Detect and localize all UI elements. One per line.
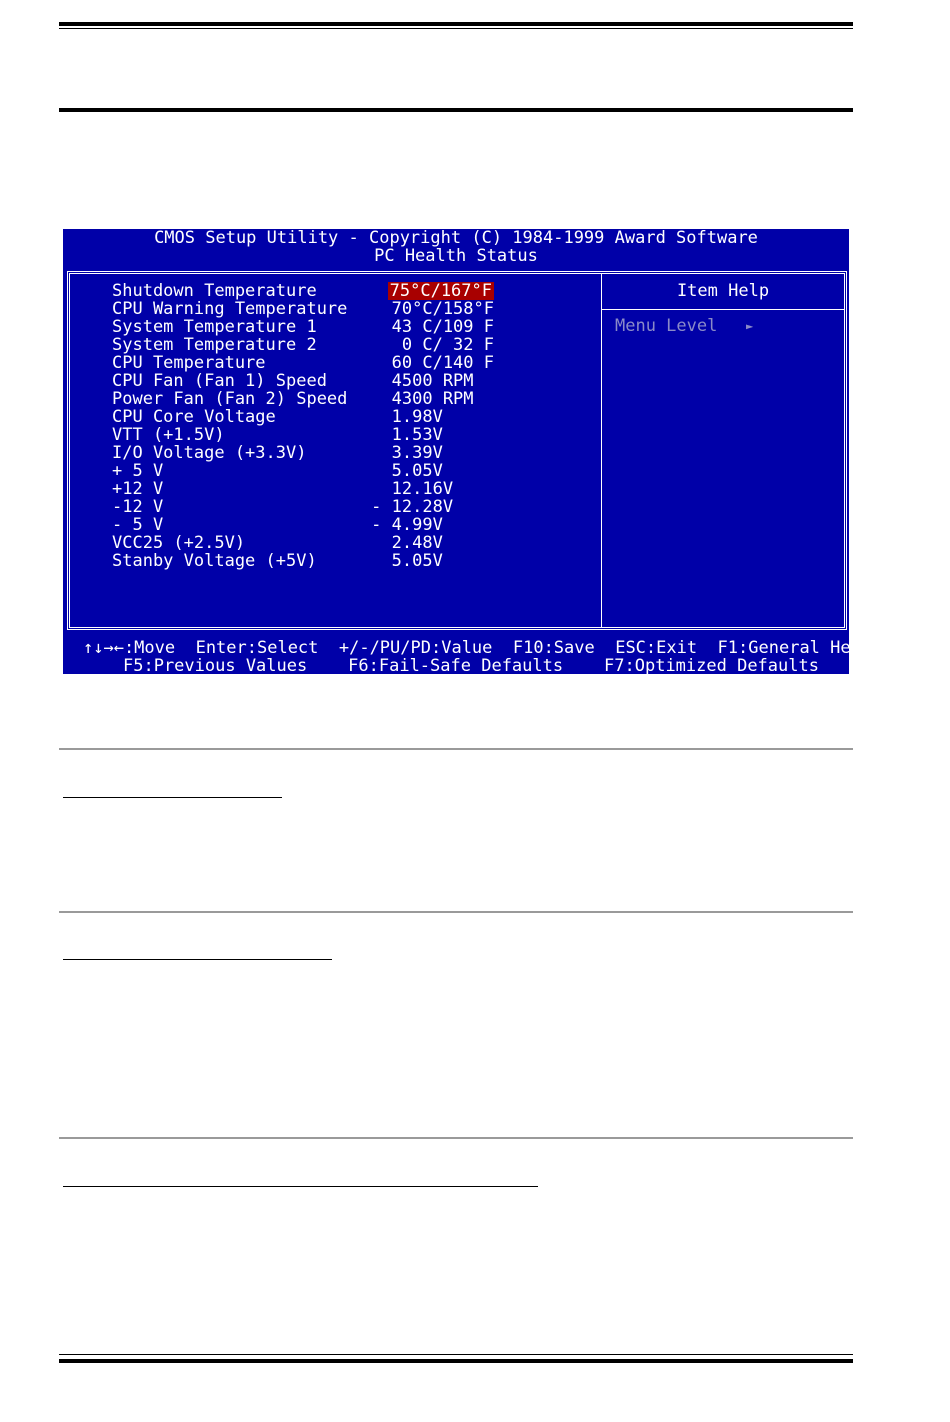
status-label: +12 V — [112, 479, 164, 499]
status-label: CPU Core Voltage — [112, 407, 276, 427]
status-row-cpu-core-voltage — [70, 408, 601, 426]
status-label: Power Fan (Fan 2) Speed — [112, 389, 348, 409]
status-value: 2.48V — [391, 533, 494, 553]
key-help-line-2: F5:Previous Values F6:Fail-Safe Defaults F7:Optimized Defaults — [123, 656, 819, 676]
bios-title-copyright: CMOS Setup Utility - Copyright (C) 1984-1999 Award Software — [154, 228, 758, 248]
status-row-plus5v — [70, 462, 601, 480]
bottom-rule-thin — [59, 1354, 853, 1355]
status-label: VTT (+1.5V) — [112, 425, 225, 445]
status-value: 1.53V — [391, 425, 494, 445]
header-bottom-rule — [59, 108, 853, 112]
status-label: CPU Fan (Fan 1) Speed — [112, 371, 327, 391]
status-label: System Temperature 1 — [112, 317, 317, 337]
status-value: 3.39V — [391, 443, 494, 463]
status-row-vtt — [70, 426, 601, 444]
bottom-rule-thick — [59, 1359, 853, 1363]
section-underline-2 — [63, 959, 332, 960]
section-rule-3 — [59, 1137, 853, 1139]
help-divider — [601, 274, 602, 627]
status-label: -12 V — [112, 497, 164, 517]
section-rule-1 — [59, 748, 853, 750]
setting-label: CPU Warning Temperature — [112, 299, 348, 319]
bios-title-page: PC Health Status — [374, 246, 538, 266]
status-row-power-fan — [70, 390, 601, 408]
status-row-system-temp-2 — [70, 336, 601, 354]
bios-screen — [63, 228, 872, 676]
status-label: I/O Voltage (+3.3V) — [112, 443, 307, 463]
status-value: 12.16V — [391, 479, 494, 499]
status-label: - 5 V — [112, 515, 164, 535]
status-label: CPU Temperature — [112, 353, 266, 373]
status-value: 0 C/ 32 F — [391, 335, 494, 355]
setting-row-cpu-warning-temp[interactable] — [70, 300, 601, 318]
section-rule-2 — [59, 911, 853, 913]
status-row-io-voltage — [70, 444, 601, 462]
setting-value-selected[interactable]: 75°C/167°F — [389, 281, 492, 301]
status-value: 1.98V — [391, 407, 494, 427]
status-row-minus5v — [70, 516, 601, 534]
setting-row-shutdown-temp[interactable] — [70, 282, 601, 300]
status-value: 5.05V — [391, 551, 494, 571]
status-row-cpu-temp — [70, 354, 601, 372]
status-value: 4500 RPM — [391, 371, 494, 391]
top-rule-thin — [59, 28, 853, 29]
menu-level-label: Menu Level — [615, 316, 718, 336]
status-value: 60 C/140 F — [391, 353, 494, 373]
top-rule-thick — [59, 22, 853, 26]
bios-main-frame — [67, 271, 847, 630]
status-row-plus12v — [70, 480, 601, 498]
status-label: + 5 V — [112, 461, 164, 481]
status-value: 5.05V — [391, 461, 494, 481]
status-row-system-temp-1 — [70, 318, 601, 336]
menu-level-arrow-icon: ► — [746, 319, 754, 333]
status-row-cpu-fan — [70, 372, 601, 390]
status-value: 4300 RPM — [391, 389, 494, 409]
help-separator — [602, 309, 844, 310]
item-help-title: Item Help — [676, 281, 770, 301]
setting-value[interactable]: 70°C/158°F — [391, 299, 494, 319]
status-row-minus12v — [70, 498, 601, 516]
section-underline-1 — [63, 797, 282, 798]
section-underline-3 — [63, 1186, 538, 1187]
status-row-standby-voltage — [70, 552, 601, 570]
status-label: Stanby Voltage (+5V) — [112, 551, 317, 571]
key-help-line-1: ↑↓→←:Move Enter:Select +/-/PU/PD:Value F10:Save ESC:Exit F1:General Help — [83, 638, 872, 658]
status-value: - 12.28V — [371, 497, 494, 517]
status-value: - 4.99V — [371, 515, 494, 535]
status-value: 43 C/109 F — [391, 317, 494, 337]
status-row-vcc25 — [70, 534, 601, 552]
setting-label: Shutdown Temperature — [112, 281, 317, 301]
status-label: System Temperature 2 — [112, 335, 317, 355]
status-label: VCC25 (+2.5V) — [112, 533, 246, 553]
